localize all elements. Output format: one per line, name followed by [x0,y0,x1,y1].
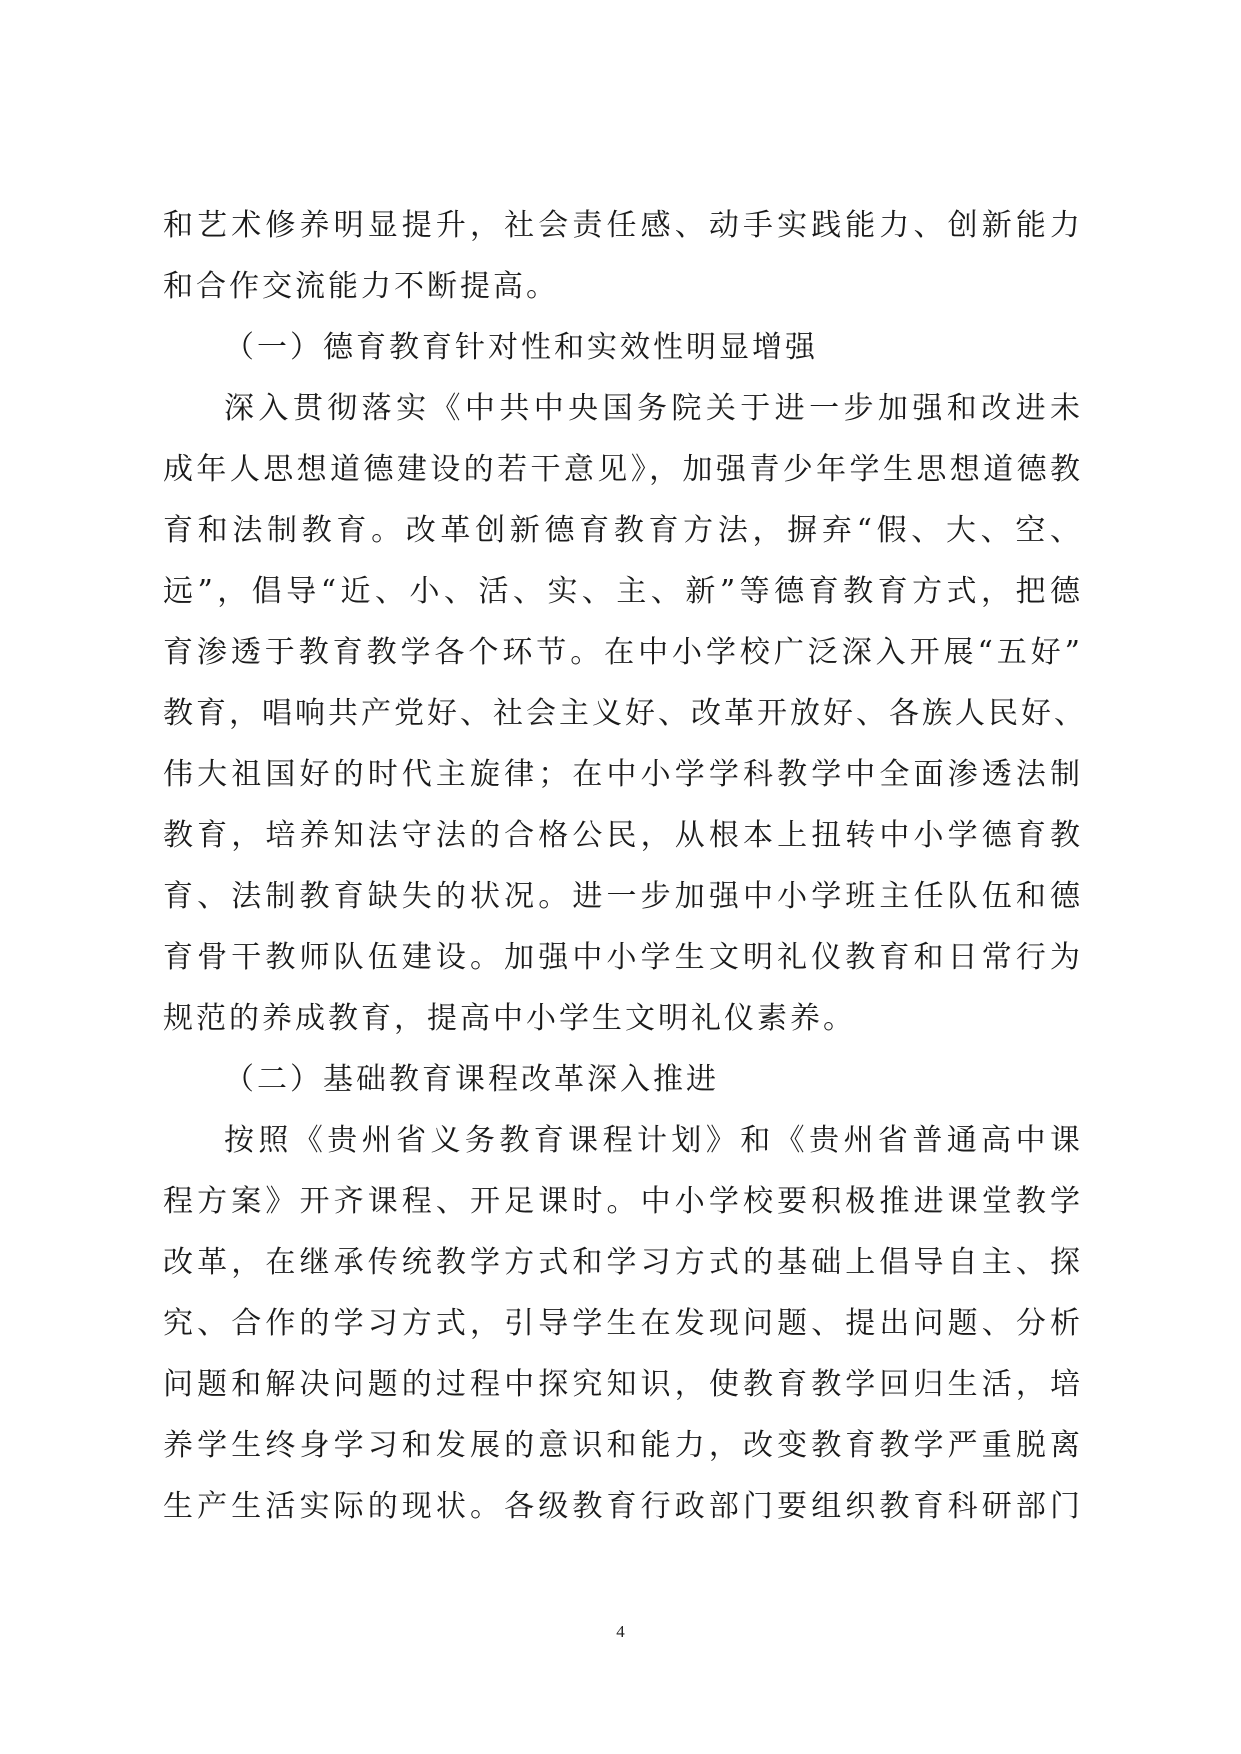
body-text [163,195,1087,1537]
text-line: 深入贯彻落实《中共中央国务院关于进一步加强和改进未 [224,391,1083,426]
text-line: 程方案》开齐课程、开足课时。中小学校要积极推进课堂教学 [163,1184,1083,1219]
text-line: 和合作交流能力不断提高。 [163,269,559,304]
text-line: 育骨干教师队伍建设。加强中小学生文明礼仪教育和日常行为 [163,940,1083,975]
text-line: 和艺术修养明显提升，社会责任感、动手实践能力、创新能力 [163,208,1083,243]
text-line: 改革，在继承传统教学方式和学习方式的基础上倡导自主、探 [163,1245,1083,1280]
text-line: 远”，倡导“近、小、活、实、主、新”等德育教育方式，把德 [163,574,1083,609]
text-line: 育、法制教育缺失的状况。进一步加强中小学班主任队伍和德 [163,879,1083,914]
text-line: 成年人思想道德建设的若干意见》，加强青少年学生思想道德教 [163,452,1083,487]
text-line: 规范的养成教育，提高中小学生文明礼仪素养。 [163,1001,856,1036]
text-line: 按照《贵州省义务教育课程计划》和《贵州省普通高中课 [224,1123,1083,1158]
page-number: 4 [616,1622,625,1641]
text-line: 伟大祖国好的时代主旋律；在中小学学科教学中全面渗透法制 [163,757,1083,792]
text-line: 教育，培养知法守法的合格公民，从根本上扭转中小学德育教 [163,818,1083,853]
text-line: 问题和解决问题的过程中探究知识，使教育教学回归生活，培 [163,1367,1083,1402]
text-line: 生产生活实际的现状。各级教育行政部门要组织教育科研部门 [163,1489,1083,1524]
text-line: 养学生终身学习和发展的意识和能力，改变教育教学严重脱离 [163,1428,1083,1463]
text-line: 教育，唱响共产党好、社会主义好、改革开放好、各族人民好、 [163,696,1087,731]
text-line: 育渗透于教育教学各个环节。在中小学校广泛深入开展“五好” [163,635,1083,670]
text-line: 育和法制教育。改革创新德育教育方法，摒弃“假、大、空、 [163,513,1083,548]
text-line: （一）德育教育针对性和实效性明显增强 [224,330,818,365]
text-line: （二）基础教育课程改革深入推进 [224,1062,719,1097]
text-line: 究、合作的学习方式，引导学生在发现问题、提出问题、分析 [163,1306,1083,1341]
